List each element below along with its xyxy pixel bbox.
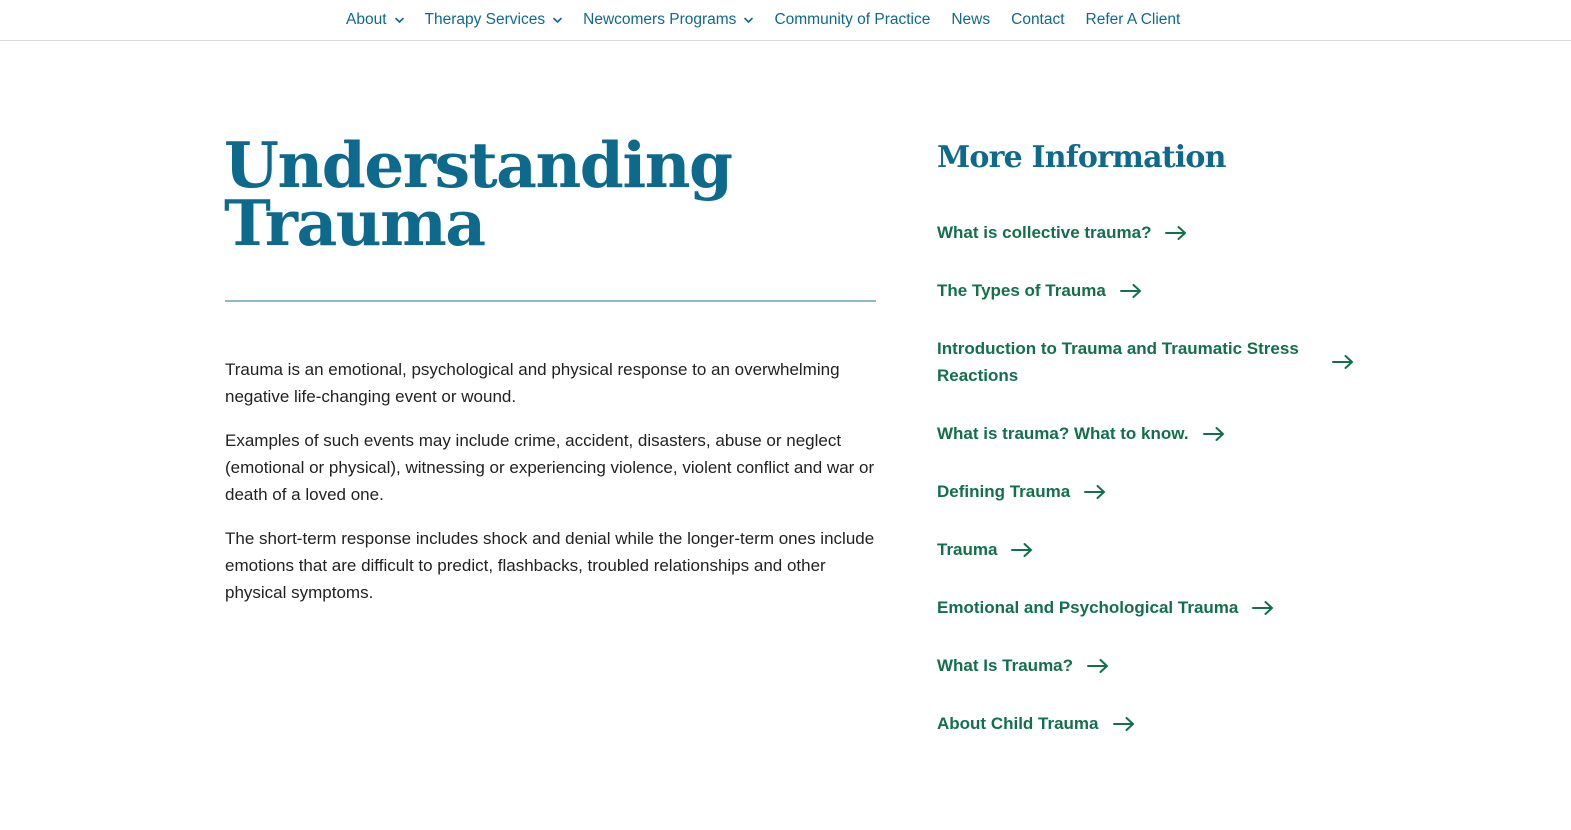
intro-paragraph: The short-term response includes shock and denial while the longer-term ones include emotions that are difficult to predict, flashbacks, troubled relationships and other physical symptoms. [225, 529, 875, 602]
info-link-types-of-trauma[interactable] [937, 277, 1142, 304]
info-link-label: What Is Trauma? [937, 656, 1074, 675]
info-link-child-trauma[interactable] [937, 710, 1135, 737]
page-title-line-2: Trauma [224, 186, 485, 260]
intro-paragraph: Examples of such events may include crime, accident, disasters, abuse or neglect (emotional or physical), witnessing or experiencing violence, violent conflict and war or death of a loved one. [225, 431, 875, 504]
info-link-emotional-psychological[interactable] [937, 594, 1274, 621]
info-link-defining-trauma[interactable] [937, 478, 1106, 505]
info-link-what-to-know[interactable] [937, 420, 1225, 447]
title-divider [225, 300, 876, 302]
chevron-down-icon [395, 16, 404, 25]
info-link-what-is-trauma[interactable] [937, 652, 1109, 679]
info-link-trauma[interactable] [937, 536, 1033, 563]
arrow-right-icon [1084, 485, 1106, 499]
arrow-right-icon [1203, 427, 1225, 441]
intro-paragraph: Trauma is an emotional, psychological and physical response to an overwhelming negative life-changing event or wound. [225, 360, 840, 406]
nav-item-about[interactable] [346, 11, 404, 29]
nav-item-label: Contact [1011, 11, 1065, 28]
arrow-right-icon [1332, 355, 1354, 369]
more-information-links [937, 0, 1357, 830]
nav-item-label: Community of Practice [774, 11, 931, 28]
info-link-label: What is trauma? What to know. [937, 424, 1189, 443]
info-link-intro-traumatic-stress[interactable] [937, 335, 1354, 389]
chevron-down-icon [744, 16, 753, 25]
more-information-heading: More Information [937, 140, 1226, 175]
arrow-right-icon [1087, 659, 1109, 673]
nav-item-community-of-practice[interactable] [774, 11, 930, 29]
chevron-down-icon [553, 16, 562, 25]
arrow-right-icon [1113, 717, 1135, 731]
info-link-label: Emotional and Psychological Trauma [937, 598, 1239, 617]
nav-item-label: News [951, 11, 991, 28]
intro-text [225, 356, 885, 623]
info-link-label: Defining Trauma [937, 482, 1071, 501]
nav-item-label: About [346, 11, 387, 28]
nav-item-label: Refer A Client [1085, 11, 1181, 28]
info-link-label: What is collective trauma? [937, 223, 1152, 242]
nav-item-label: Newcomers Programs [583, 11, 737, 28]
nav-item-therapy-services[interactable] [425, 11, 563, 29]
info-link-label: The Types of Trauma [937, 281, 1106, 300]
arrow-right-icon [1252, 601, 1274, 615]
info-link-label: About Child Trauma [937, 714, 1099, 733]
info-link-collective-trauma[interactable] [937, 219, 1187, 246]
nav-item-label: Therapy Services [424, 11, 546, 28]
page-title [224, 128, 884, 260]
arrow-right-icon [1165, 226, 1187, 240]
page-title-line-1: Understanding [224, 128, 732, 202]
info-link-label: Trauma [937, 540, 998, 559]
arrow-right-icon [1120, 284, 1142, 298]
arrow-right-icon [1011, 543, 1033, 557]
info-link-label: Introduction to Trauma and Traumatic Stress Reactions [937, 339, 1299, 385]
nav-item-newcomers-programs[interactable] [583, 11, 753, 29]
